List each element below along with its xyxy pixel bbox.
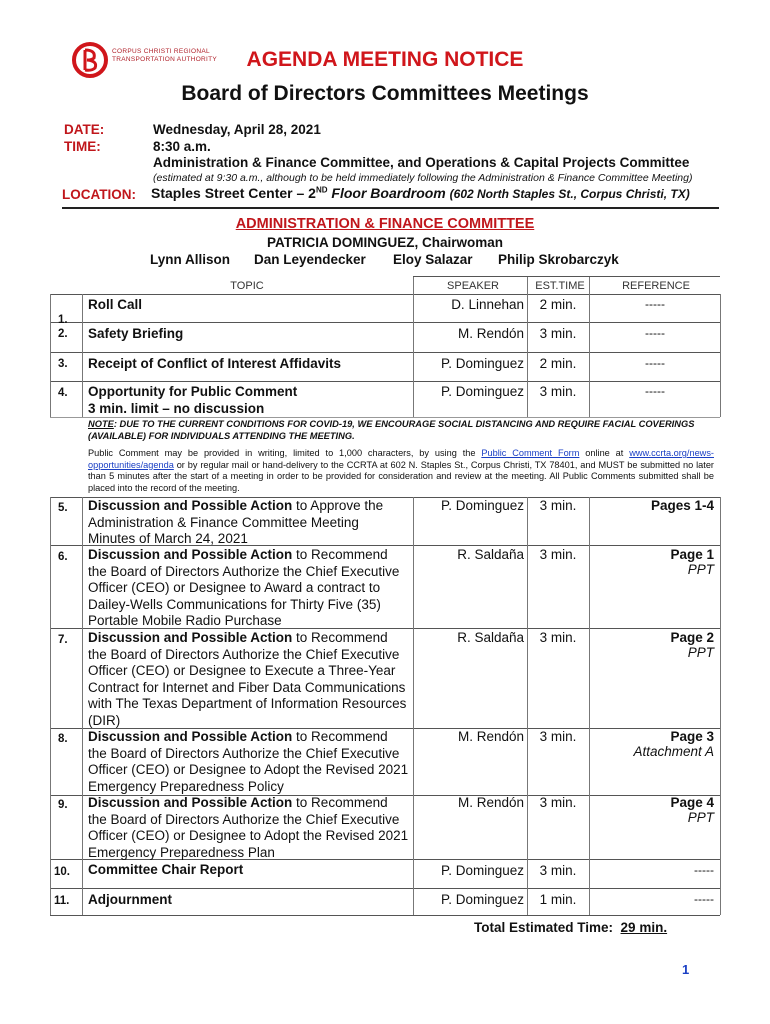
col-line: [413, 276, 414, 417]
col-line: [720, 294, 721, 417]
meeting-title: Board of Directors Committees Meetings: [181, 82, 589, 105]
item-speaker: P. Dominguez: [440, 384, 524, 399]
item-reference: Page 1 PPT: [670, 547, 714, 577]
committee-name: ADMINISTRATION & FINANCE COMMITTEE: [235, 216, 535, 232]
item-speaker: P. Dominguez: [440, 356, 524, 371]
col-line: [50, 497, 51, 915]
item-est-time: 3 min.: [539, 498, 577, 513]
col-line: [589, 497, 590, 915]
item-reference: Page 4 PPT: [670, 795, 714, 825]
item-topic: Discussion and Possible Action to Recommend the Board of Directors Authorize the Chief Executive Officer (CEO) or Designee to Adopt the Revised 2021 Emergency Preparedness Plan: [88, 795, 409, 860]
time-label: TIME:: [64, 139, 101, 154]
item-number: 4.: [58, 387, 68, 399]
meeting-time: 8:30 a.m.: [153, 139, 211, 154]
item-number: 10.: [54, 866, 70, 878]
item-topic: Discussion and Possible Action to Approve the Administration & Finance Committee Meeting Minutes of March 24, 2021: [88, 498, 384, 546]
col-line: [720, 497, 721, 915]
item-number: 6.: [58, 551, 68, 563]
header-est-time: EST.TIME: [535, 280, 585, 292]
item-reference: -----: [694, 863, 714, 877]
item-number: 3.: [58, 358, 68, 370]
section-divider: [62, 207, 719, 209]
committee-chair: PATRICIA DOMINGUEZ, Chairwoman: [266, 235, 503, 250]
item-number: 9.: [58, 799, 68, 811]
item-est-time: 2 min.: [539, 356, 577, 371]
item-topic: Discussion and Possible Action to Recommend the Board of Directors Authorize the Chief Executive Officer (CEO) or Designee to Execute a Three-Year Contract for Internet and Fiber Data Communications with The Texas Department of Information Resources (DIR): [88, 630, 407, 728]
item-number: 8.: [58, 733, 68, 745]
item-speaker: M. Rendón: [457, 795, 524, 810]
item-number: 11.: [54, 895, 70, 907]
item-speaker: R. Saldaña: [457, 630, 524, 645]
item-reference: -----: [645, 384, 665, 398]
item-reference: Pages 1-4: [650, 498, 714, 513]
item-reference: -----: [645, 326, 665, 340]
committee-member: Philip Skrobarczyk: [498, 252, 619, 267]
item-est-time: 2 min.: [539, 297, 577, 312]
page-number: 1: [682, 962, 690, 977]
item-speaker: P. Dominguez: [440, 892, 524, 907]
committees-list: Administration & Finance Committee, and Operations & Capital Projects Committee: [153, 155, 690, 170]
item-est-time: 3 min.: [539, 547, 577, 562]
committee-member: Eloy Salazar: [393, 252, 473, 267]
row-line: [50, 381, 720, 382]
item-reference: -----: [694, 892, 714, 906]
item-est-time: 3 min.: [539, 630, 577, 645]
header-reference: REFERENCE: [622, 280, 690, 292]
item-speaker: D. Linnehan: [451, 297, 524, 312]
item-speaker: P. Dominguez: [440, 498, 524, 513]
item-number: 1.: [58, 314, 68, 326]
col-line: [413, 497, 414, 915]
header-topic: TOPIC: [230, 280, 264, 292]
item-topic: Receipt of Conflict of Interest Affidavits: [88, 356, 342, 371]
committee-member: Lynn Allison: [150, 252, 230, 267]
total-estimated-time: Total Estimated Time: 29 min.: [474, 920, 668, 935]
meeting-location: Staples Street Center – 2ND Floor Boardroom (602 North Staples St., Corpus Christi, TX): [151, 185, 690, 201]
item-reference: Page 3 Attachment A: [633, 729, 714, 759]
item-speaker: P. Dominguez: [440, 863, 524, 878]
item-speaker: M. Rendón: [457, 326, 524, 341]
covid-notice: NOTE: DUE TO THE CURRENT CONDITIONS FOR COVID-19, WE ENCOURAGE SOCIAL DISTANCING AND REQUIRE FACIAL COVERINGS (AVAILABLE) FOR INDIVIDUALS ATTENDING THE MEETING.: [88, 419, 695, 441]
item-reference: Page 2 PPT: [670, 630, 714, 660]
date-label: DATE:: [64, 122, 105, 137]
item-reference: -----: [645, 297, 665, 311]
item-est-time: 3 min.: [539, 729, 577, 744]
item-est-time: 1 min.: [539, 892, 577, 907]
estimate-note: (estimated at 9:30 a.m., although to be held immediately following the Administration & Finance Committee Meeting): [153, 172, 693, 184]
item-topic: Roll Call: [88, 297, 143, 312]
item-topic: Discussion and Possible Action to Recommend the Board of Directors Authorize the Chief Executive Officer (CEO) or Designee to Award a contract to Dailey-Wells Communications for Thirty Five (35) Portable Mobile Radio Purchase: [88, 547, 400, 628]
item-est-time: 3 min.: [539, 384, 577, 399]
header-line: [413, 276, 720, 277]
col-line: [82, 294, 83, 417]
location-label: LOCATION:: [62, 187, 136, 202]
logo-text: CORPUS CHRISTI REGIONAL TRANSPORTATION AUTHORITY: [112, 48, 218, 63]
row-line: [50, 888, 720, 889]
col-line: [82, 497, 83, 915]
item-speaker: R. Saldaña: [457, 547, 524, 562]
row-line: [50, 322, 720, 323]
item-speaker: M. Rendón: [457, 729, 524, 744]
item-reference: -----: [645, 356, 665, 370]
public-comment-text: Public Comment may be provided in writing, limited to 1,000 characters, by using the Public Comment Form online at www.ccrta.org/news-opportunities/agenda or by regular mail or hand-delivery to the CCRTA at 602 N. Staples St., Corpus Christi, TX 78401, and MUST be submitted no later than 5 minutes after the start of a meeting in order to be provided for consideration and review at the meeting. All Public Comments submitted shall be placed into the record of the meeting.: [88, 448, 714, 493]
item-est-time: 3 min.: [539, 326, 577, 341]
item-topic: Discussion and Possible Action to Recommend the Board of Directors Authorize the Chief Executive Officer (CEO) or Designee to Adopt the Revised 2021 Emergency Preparedness Policy: [88, 729, 409, 794]
item-topic: Adjournment: [88, 892, 172, 907]
committee-member: Dan Leyendecker: [254, 252, 366, 267]
agenda-url-link[interactable]: www.ccrta.org/news-opportunities/agenda: [88, 448, 714, 470]
item-topic: Safety Briefing: [88, 326, 184, 341]
public-comment-form-link[interactable]: Public Comment Form: [481, 448, 580, 458]
row-line: [50, 294, 720, 295]
row-line: [50, 915, 720, 916]
item-est-time: 3 min.: [539, 795, 577, 810]
item-est-time: 3 min.: [539, 863, 577, 878]
item-number: 5.: [58, 502, 68, 514]
item-topic: Committee Chair Report: [88, 862, 244, 877]
meeting-date: Wednesday, April 28, 2021: [153, 122, 321, 137]
item-topic: Opportunity for Public Comment 3 min. limit – no discussion: [88, 384, 298, 416]
row-line: [50, 417, 720, 418]
notice-title: AGENDA MEETING NOTICE: [246, 48, 524, 71]
row-line: [50, 352, 720, 353]
item-number: 2.: [58, 328, 68, 340]
item-number: 7.: [58, 634, 68, 646]
header-speaker: SPEAKER: [447, 280, 499, 292]
col-line: [50, 294, 51, 417]
